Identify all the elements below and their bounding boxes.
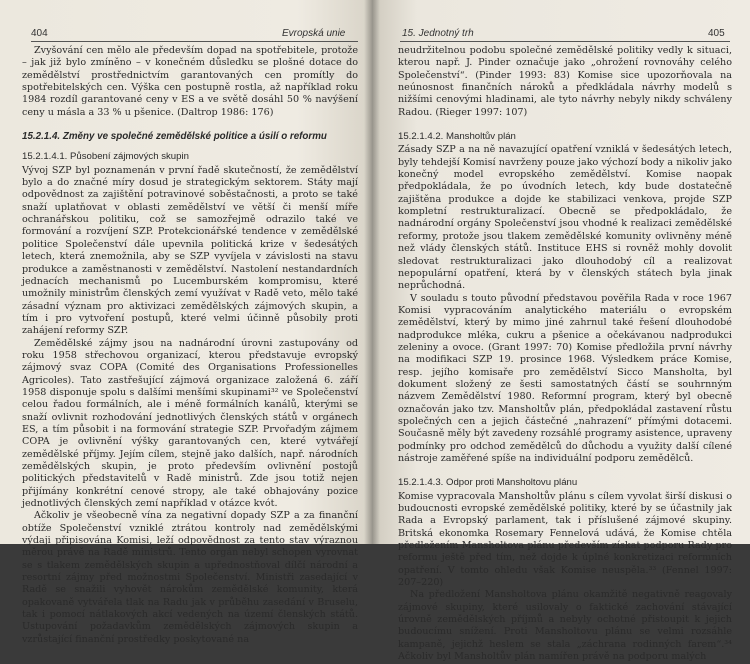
paragraph-7: Na předložení Mansholtova plánu okamžitě negativně reagovaly zájmové skupiny, které usilovaly o faktické zachování stávající úrovně zemědělských příjmů a nebyly ochotné přistoupit k jejich budoucímu snížení. Proti Mansholtovu plánu se velmi rozsáhle kampaně, jejichž heslem se stala „záchrana rodinných farem“.³⁴ Ačkoliv byl Mansholtův plán namířen právě na podporu malých — [398, 589, 732, 663]
left-page — [0, 0, 372, 645]
subsection-heading-3: 15.2.1.4.3. Odpor proti Mansholtovu plánu — [398, 477, 578, 489]
book-gutter-shadow — [364, 0, 380, 544]
left-header-rule — [31, 41, 358, 42]
paragraph-1: Vývoj SZP byl poznamenán v první řadě skutečností, že zemědělství bylo a do značné míry dosud je strategickým sektorem. Státy mají odpovědnost za zajištění potravinové soběstačnosti, a proto se také snaží uplatňovat v oblasti zemědělství ve větší či menší míře ochranářskou politiku, což se samozřejmě odrazilo také ve formování a rozvíjení SZP. Protekcionářské tendence v zemědělské politice Společenství dále upevnila politická krize v šedesátých letech, která znemožnila, aby se SZP vyvíjela v závislosti na stavu produkce a zaměstnanosti v zemědělství. Nastolení nestandardních jednacích mechanismů po Lucemburském kompromisu, které umožnily ministrům členských zemí využívat v Radě veto, mělo také zásadní význam pro aktivizaci zemědělských zájmových skupin, a tím i pro vytvoření postupů, které velmi účinně působily proti zahájení reformy SZP. — [22, 164, 358, 337]
left-text-block — [22, 45, 358, 646]
right-text-block — [398, 45, 732, 664]
paragraph-5: V souladu s touto původní představou pověřila Rada v roce 1967 Komisi vypracováním analytického materiálu o evropském zemědělství, který by mimo jiné zahrnul také řešení dlouhodobé nadprodukce mléka, cukru a pšenice a očekávanou nadprodukci zeleniny a ovoce. (Grant 1997: 70) Komise předložila první návrhy na modifikaci SZP 19. prosince 1968. Výsledkem práce Komise, resp. jejího komisaře pro zemědělství Sicco Mansholta, byl dokument složený ze šesti samostatných částí se souhrnným názvem Zemědělství 1980. Reformní program, který byl obecně označován jako tzv. Mansholtův plán, předpokládal zastavení růstu společných cen a jejich částečné „nahrazení“ přímými dotacemi. Současně měly být zavedeny rozsáhlé programy asistence, upraveny podmínky pro odchod zemědělců do důchodu a využity další cílené nástroje zaměřené spíše na individuální podporu zemědělců. — [398, 292, 732, 464]
right-intro-paragraph: neudržitelnou podobu společné zemědělské politiky vedly k situaci, kterou např. J. Pinder označuje jako „ohrožení rovnováhy celého Společenství“. (Pinder 1993: 83) Komise sice upozorňovala na neúnosnost finančních nároků a předkládala návrhy modelů s nižšími cenovými hladinami, ale tyto návrhy nebyly nikdy schváleny Radou. (Rieger 1997: 107) — [398, 45, 732, 118]
section-heading: 15.2.1.4. Změny ve společné zemědělské politice a úsilí o reformu — [22, 131, 327, 143]
paragraph-2: Zemědělské zájmy jsou na nadnárodní úrovni zastupovány od roku 1958 střechovou organizací, kterou představuje evropský zájmový svaz COPA (Comité des Organisations Professionelles Agricoles). Tato zastřešující zájmová organizace založená 6. září 1958 disponuje spolu s dalšími menšími skupinami³² ve Společenství celou řadou formálních, ale i méně formálních kanálů, kterými se snaží ovlivnit rozhodování jednotlivých členských států v orgánech ES, a tím působit i na formování strategie SZP. Prvořadým zájmem COPA je ovlivnění výšky garantovaných cen, které vytvářejí zemědělské příjmy. Jejím cílem, stejně jako dalších, např. národních zemědělských skupin, je proto především ovlivnění postojů politických představitelů v Radě ministrů. Zde jsou totiž nejen přijímány konkrétní cenové stropy, ale také obhajovány pozice jednotlivých členských zemí například v otázce kvót. — [22, 337, 358, 510]
right-page — [372, 0, 750, 663]
left-running-head: Evropská unie — [282, 28, 346, 39]
right-page-number: 405 — [708, 28, 725, 39]
right-running-head: 15. Jednotný trh — [402, 28, 474, 39]
paragraph-3: Ačkoliv je všeobecně vína za negativní dopady SZP a za finanční obtíže Společenství vzniklé ztrátou kontroly nad zemědělskými výdaji připisována Komisi, leží odpovědnost za tento stav výraznou měrou právě na Radě ministrů. Tento orgán nebyl schopen vyrovnat se s tlakem zemědělských skupin a upřednostňoval dílčí národní a resortní zájmy před možnostmi Společenství. Ministři zasedající v Radě se snažili vyhovět nárokům zemědělské komunity, která opakovaně vytvářela tlak na Radu jak v průběhu zasedání v Bruselu, tak i pomocí nátlakových akcí vedených na území členských států. Ustupování požadavkům zemědělských zájmových skupin a vzrůstající finanční prostředky poskytované na — [22, 510, 358, 645]
subsection-heading-2: 15.2.1.4.2. Mansholtův plán — [398, 131, 516, 143]
left-page-number: 404 — [31, 28, 48, 39]
subsection-heading-1: 15.2.1.4.1. Působení zájmových skupin — [22, 151, 189, 163]
paragraph-4: Zásady SZP a na ně navazující opatření vzniklá v šedesátých letech, byly tehdejší Komisí navrženy pouze jako výchozí body a nikoliv jako konečný model evropského zemědělství. Komise naopak předpokládala, že po úvodních letech, kdy bude dostatečně zajištěna produkce a dojde ke stabilizaci venkova, projde SZP kompletní restrukturalizací. Obecně se předpokládalo, že nadnárodní orgány Společenství jsou vhodné k realizaci zemědělské reformy, protože jsou tlakem zemědělské komunity ovlivněny méně než vlády členských států. Instituce EHS si rovněž mohly dovolit sledovat restrukturalizaci jako dlouhodobý cíl a realizovat nepopulární opatření, která by v členských státech byla jinak neprůchodná. — [398, 144, 732, 292]
left-intro-paragraph: Zvyšování cen mělo ale především dopad na spotřebitele, protože – jak již bylo zmíněno – v konečném důsledku se plošné dotace do zemědělství prostřednictvím garantovaných cen promítly do spotřebitelských cen. Výška cen postupně rostla, až například roku 1984 rozdíl garantované ceny v ES a ve světě dosáhl 50 % navýšení ceny u másla a 33 % u pšenice. (Daltrop 1986: 176) — [22, 45, 358, 118]
paragraph-6: Komise vypracovala Mansholtův plánu s cílem vyvolat širší diskusi o budoucnosti evropské zemědělské politiky, které by se účastnily jak Rada a Evropský parlament, tak i příslušené zájmové skupiny. Britská ekonomka Rosemary Fennelová udává, že Komise chtěla předložením Mansholtova plánu především získat podporu Rady pro reformu ještě před tím, než dojde k úplné konkretizaci reformních opatření. V tomto ohledu však Komise neuspěla.³³ (Fennel 1997: 207–220) — [398, 490, 732, 589]
right-header-rule — [400, 41, 730, 42]
